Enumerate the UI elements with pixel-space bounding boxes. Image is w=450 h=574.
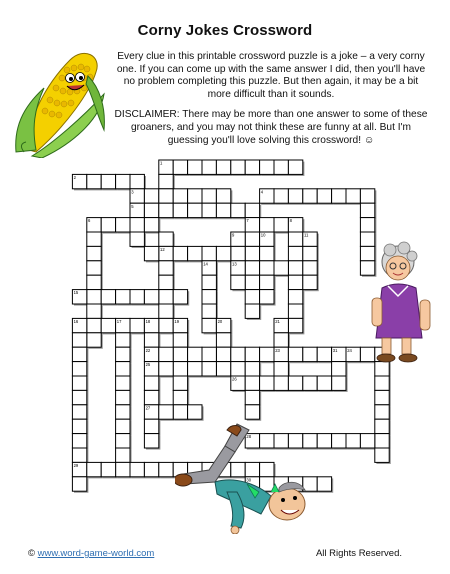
- crossword-cell[interactable]: [375, 434, 389, 448]
- crossword-cell[interactable]: [173, 189, 187, 203]
- clue-number: 5: [131, 203, 134, 209]
- crossword-cell[interactable]: [317, 376, 331, 390]
- crossword-cell[interactable]: [130, 462, 144, 476]
- crossword-cell[interactable]: [288, 189, 302, 203]
- crossword-cell[interactable]: [159, 203, 173, 217]
- crossword-cell[interactable]: [116, 333, 130, 347]
- crossword-cell[interactable]: [159, 174, 173, 188]
- clue-number: 6: [88, 218, 91, 224]
- crossword-cell[interactable]: [130, 290, 144, 304]
- intro-paragraph: Every clue in this printable crossword puzzle is a joke – a very corny one. If you can come up with the same answer I did, then you'll have no problem completing this puzzle. But then again, it may be a bit more difficult than it sounds.: [116, 51, 426, 100]
- crossword-cell[interactable]: [116, 448, 130, 462]
- crossword-cell[interactable]: [375, 390, 389, 404]
- crossword-cell[interactable]: [101, 218, 115, 232]
- crossword-cell[interactable]: [245, 203, 259, 217]
- crossword-cell[interactable]: [332, 434, 346, 448]
- crossword-cell[interactable]: [288, 246, 302, 260]
- crossword-cell[interactable]: [216, 246, 230, 260]
- footer-rights: All Rights Reserved.: [315, 548, 402, 559]
- crossword-cell[interactable]: [159, 347, 173, 361]
- copyright-symbol: ©: [28, 548, 35, 559]
- crossword-cell[interactable]: [87, 275, 101, 289]
- crossword-cell[interactable]: [260, 347, 274, 361]
- clue-number: 1: [160, 160, 163, 166]
- crossword-cell[interactable]: [72, 376, 86, 390]
- crossword-cell[interactable]: [159, 275, 173, 289]
- crossword-cell[interactable]: [144, 376, 158, 390]
- crossword-cell[interactable]: [72, 390, 86, 404]
- crossword-cell[interactable]: [116, 462, 130, 476]
- crossword-cell[interactable]: [173, 290, 187, 304]
- crossword-cell[interactable]: [245, 390, 259, 404]
- crossword-cell[interactable]: [116, 362, 130, 376]
- clue-number: 28: [246, 434, 252, 440]
- crossword-cell[interactable]: [317, 189, 331, 203]
- crossword-cell[interactable]: [274, 218, 288, 232]
- crossword-cell[interactable]: [116, 390, 130, 404]
- clue-number: 2: [73, 175, 76, 180]
- crossword-cell[interactable]: [130, 232, 144, 246]
- clue-number: 25: [145, 362, 151, 368]
- crossword-cell[interactable]: [346, 434, 360, 448]
- clue-number: 20: [217, 319, 223, 324]
- crossword-cell[interactable]: [144, 434, 158, 448]
- crossword-cell[interactable]: [72, 333, 86, 347]
- crossword-cell[interactable]: [144, 333, 158, 347]
- clue-number: 16: [73, 319, 79, 324]
- crossword-cell[interactable]: [245, 246, 259, 260]
- crossword-cell[interactable]: [288, 160, 302, 174]
- crossword-cell[interactable]: [231, 347, 245, 361]
- crossword-cell[interactable]: [173, 362, 187, 376]
- crossword-cell[interactable]: [116, 405, 130, 419]
- crossword-cell[interactable]: [159, 232, 173, 246]
- site-link[interactable]: www.word-game-world.com: [37, 548, 155, 559]
- crossword-cell[interactable]: [173, 160, 187, 174]
- crossword-cell[interactable]: [159, 261, 173, 275]
- crossword-cell[interactable]: [245, 405, 259, 419]
- crossword-cell[interactable]: [144, 203, 158, 217]
- crossword-cell[interactable]: [274, 376, 288, 390]
- crossword-cell[interactable]: [173, 390, 187, 404]
- crossword-cell[interactable]: [144, 462, 158, 476]
- crossword-cell[interactable]: [317, 477, 331, 491]
- crossword-cell[interactable]: [116, 434, 130, 448]
- crossword-cell[interactable]: [274, 160, 288, 174]
- crossword-cell[interactable]: [303, 275, 317, 289]
- page-title: Corny Jokes Crossword: [137, 22, 313, 39]
- crossword-cell[interactable]: [375, 376, 389, 390]
- crossword-cell[interactable]: [332, 189, 346, 203]
- crossword-cell[interactable]: [202, 160, 216, 174]
- crossword-cell[interactable]: [130, 174, 144, 188]
- crossword-cell[interactable]: [159, 189, 173, 203]
- crossword-cell[interactable]: [101, 290, 115, 304]
- crossword-cell[interactable]: [288, 290, 302, 304]
- crossword-cell[interactable]: [317, 347, 331, 361]
- crossword-cell[interactable]: [231, 246, 245, 260]
- crossword-cell[interactable]: [288, 376, 302, 390]
- crossword-cell[interactable]: [87, 246, 101, 260]
- crossword-cell[interactable]: [188, 189, 202, 203]
- crossword-cell[interactable]: [72, 347, 86, 361]
- crossword-cell[interactable]: [260, 246, 274, 260]
- crossword-cell[interactable]: [116, 290, 130, 304]
- crossword-cell[interactable]: [72, 419, 86, 433]
- crossword-cell[interactable]: [116, 174, 130, 188]
- crossword-cell[interactable]: [159, 462, 173, 476]
- crossword-cell[interactable]: [288, 318, 302, 332]
- clue-number: 23: [275, 347, 280, 353]
- clue-number: 4: [260, 189, 264, 195]
- crossword-cell[interactable]: [231, 275, 245, 289]
- crossword-cell[interactable]: [173, 347, 187, 361]
- crossword-cell[interactable]: [375, 419, 389, 433]
- clue-number: 30: [246, 477, 252, 483]
- crossword-cell[interactable]: [360, 203, 374, 217]
- crossword-cell[interactable]: [72, 362, 86, 376]
- crossword-cell[interactable]: [173, 203, 187, 217]
- clue-number: 12: [160, 247, 165, 252]
- crossword-cell[interactable]: [303, 347, 317, 361]
- clue-number: 13: [232, 261, 237, 267]
- crossword-cell[interactable]: [188, 405, 202, 419]
- crossword-cell[interactable]: [116, 419, 130, 433]
- crossword-cell[interactable]: [159, 405, 173, 419]
- crossword-cell[interactable]: [87, 318, 101, 332]
- crossword-cell[interactable]: [188, 362, 202, 376]
- crossword-cell[interactable]: [130, 318, 144, 332]
- crossword-cell[interactable]: [87, 232, 101, 246]
- crossword-cell[interactable]: [116, 347, 130, 361]
- clue-number: 24: [347, 347, 352, 353]
- crossword-cell[interactable]: [87, 290, 101, 304]
- crossword-cell[interactable]: [144, 189, 158, 203]
- crossword-cell[interactable]: [202, 318, 216, 332]
- crossword-cell[interactable]: [202, 275, 216, 289]
- crossword-cell[interactable]: [159, 318, 173, 332]
- clue-number: 21: [275, 319, 280, 324]
- crossword-cell[interactable]: [245, 362, 259, 376]
- crossword-cell[interactable]: [116, 376, 130, 390]
- clue-number: 9: [232, 232, 235, 238]
- clue-number: 19: [174, 319, 180, 324]
- crossword-cell[interactable]: [101, 318, 115, 332]
- crossword-cell[interactable]: [317, 434, 331, 448]
- crossword-cell[interactable]: [245, 232, 259, 246]
- crossword-cell[interactable]: [159, 362, 173, 376]
- disclaimer-paragraph: DISCLAIMER: There may be more than one answer to some of these groaners, and you may not think these are funny at all. But I'm guessing you'll love solving this crossword! ☺: [114, 109, 428, 146]
- crossword-cell[interactable]: [260, 218, 274, 232]
- crossword-cell[interactable]: [288, 275, 302, 289]
- clue-number: 17: [116, 319, 122, 324]
- clue-number: 29: [73, 463, 79, 468]
- crossword-cell[interactable]: [202, 246, 216, 260]
- crossword-cell[interactable]: [130, 218, 144, 232]
- crossword-cell[interactable]: [188, 246, 202, 260]
- clue-number: 15: [73, 290, 79, 296]
- crossword-cell[interactable]: [288, 304, 302, 318]
- clue-number: 18: [145, 319, 151, 324]
- crossword-cell[interactable]: [173, 405, 187, 419]
- crossword-cell[interactable]: [303, 189, 317, 203]
- crossword-cell[interactable]: [72, 477, 86, 491]
- crossword-cell[interactable]: [260, 261, 274, 275]
- clue-number: 27: [145, 405, 151, 411]
- clue-number: 7: [246, 218, 249, 224]
- crossword-cell[interactable]: [231, 203, 245, 217]
- crossword-cell[interactable]: [173, 376, 187, 390]
- crossword-cell[interactable]: [188, 347, 202, 361]
- crossword-cell[interactable]: [245, 347, 259, 361]
- crossword-cell[interactable]: [159, 304, 173, 318]
- crossword-cell[interactable]: [173, 246, 187, 260]
- crossword-cell[interactable]: [360, 189, 374, 203]
- crossword-cell[interactable]: [87, 174, 101, 188]
- crossword-cell[interactable]: [375, 405, 389, 419]
- crossword-cell[interactable]: [260, 376, 274, 390]
- crossword-cell[interactable]: [72, 434, 86, 448]
- crossword-cell[interactable]: [216, 189, 230, 203]
- crossword-cell[interactable]: [202, 304, 216, 318]
- crossword-cell[interactable]: [274, 333, 288, 347]
- crossword-cell[interactable]: [72, 448, 86, 462]
- crossword-cell[interactable]: [202, 203, 216, 217]
- crossword-cell[interactable]: [346, 189, 360, 203]
- crossword-cell[interactable]: [202, 362, 216, 376]
- crossword-cell[interactable]: [245, 275, 259, 289]
- crossword-cell[interactable]: [101, 462, 115, 476]
- crossword-cell[interactable]: [260, 275, 274, 289]
- crossword-cell[interactable]: [144, 390, 158, 404]
- crossword-cell[interactable]: [216, 203, 230, 217]
- crossword-cell[interactable]: [144, 419, 158, 433]
- clue-number: 3: [131, 189, 134, 195]
- crossword-cell[interactable]: [288, 347, 302, 361]
- clue-number: 8: [289, 218, 292, 224]
- crossword-cell[interactable]: [303, 246, 317, 260]
- crossword-cell[interactable]: [245, 160, 259, 174]
- crossword-cell[interactable]: [202, 290, 216, 304]
- clue-number: 11: [304, 232, 309, 238]
- crossword-cell[interactable]: [274, 261, 288, 275]
- crossword-cell[interactable]: [303, 261, 317, 275]
- crossword-cell[interactable]: [159, 290, 173, 304]
- crossword-cell[interactable]: [274, 362, 288, 376]
- crossword-cell[interactable]: [202, 189, 216, 203]
- crossword-cell[interactable]: [303, 376, 317, 390]
- crossword-cell[interactable]: [231, 362, 245, 376]
- clue-number: 14: [203, 261, 208, 267]
- crossword-cell[interactable]: [216, 362, 230, 376]
- crossword-cell[interactable]: [274, 189, 288, 203]
- crossword-cell[interactable]: [288, 261, 302, 275]
- crossword-cell[interactable]: [360, 434, 374, 448]
- crossword-cell[interactable]: [216, 160, 230, 174]
- clue-number: 22: [145, 347, 151, 353]
- crossword-cell[interactable]: [144, 218, 158, 232]
- laughing-man-illustration: [175, 422, 315, 534]
- crossword-cell[interactable]: [288, 232, 302, 246]
- crossword-cell[interactable]: [87, 462, 101, 476]
- crossword-cell[interactable]: [144, 246, 158, 260]
- crossword-cell[interactable]: [260, 290, 274, 304]
- crossword-cell[interactable]: [260, 160, 274, 174]
- crossword-cell[interactable]: [245, 376, 259, 390]
- crossword-cell[interactable]: [116, 218, 130, 232]
- footer-copyright: [28, 548, 154, 559]
- crossword-cell[interactable]: [188, 203, 202, 217]
- clue-number: 31: [332, 347, 338, 353]
- crossword-cell[interactable]: [173, 333, 187, 347]
- crossword-cell[interactable]: [216, 347, 230, 361]
- grandma-illustration: [368, 238, 438, 366]
- crossword-cell[interactable]: [332, 376, 346, 390]
- clue-number: 26: [232, 376, 237, 382]
- crossword-cell[interactable]: [245, 304, 259, 318]
- crossword-cell[interactable]: [375, 448, 389, 462]
- crossword-cell[interactable]: [202, 347, 216, 361]
- crossword-cell[interactable]: [72, 405, 86, 419]
- crossword-cell[interactable]: [144, 290, 158, 304]
- crossword-cell[interactable]: [101, 174, 115, 188]
- crossword-cell[interactable]: [245, 261, 259, 275]
- crossword-cell[interactable]: [87, 261, 101, 275]
- crossword-cell[interactable]: [87, 333, 101, 347]
- crossword-cell[interactable]: [245, 290, 259, 304]
- crossword-cell[interactable]: [216, 333, 230, 347]
- crossword-cell[interactable]: [360, 218, 374, 232]
- crossword-cell[interactable]: [188, 160, 202, 174]
- crossword-cell[interactable]: [332, 362, 346, 376]
- crossword-cell[interactable]: [231, 160, 245, 174]
- crossword-cell[interactable]: [87, 304, 101, 318]
- clue-number: 10: [260, 232, 266, 238]
